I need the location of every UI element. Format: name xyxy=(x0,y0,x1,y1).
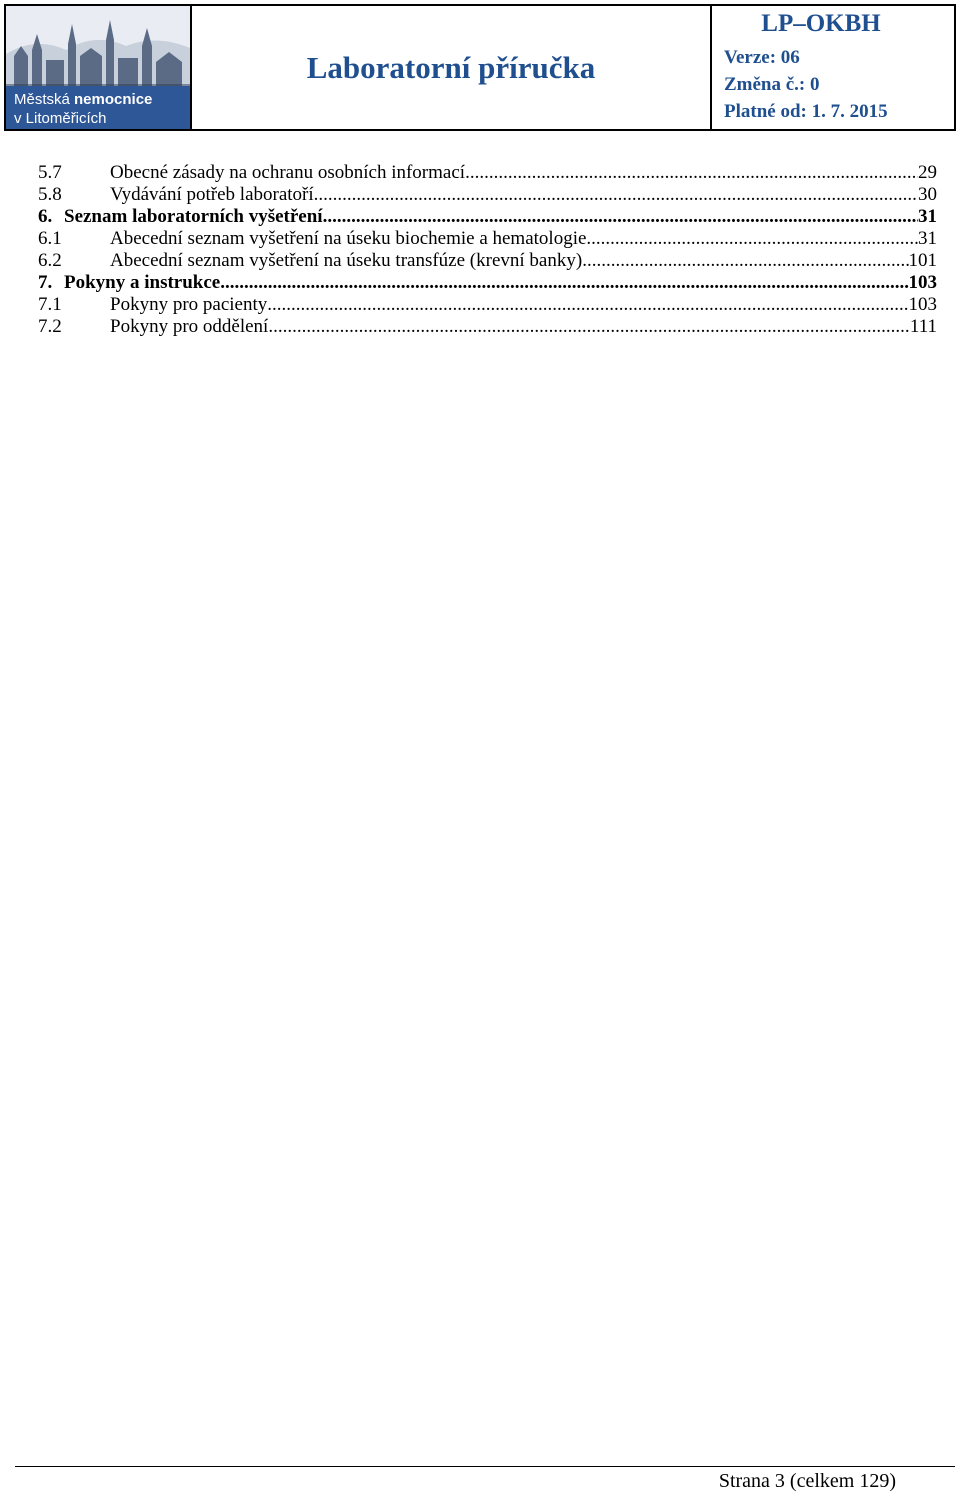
toc-entry[interactable] xyxy=(38,184,937,206)
toc-page: 31 xyxy=(918,228,937,249)
toc-page: 29 xyxy=(918,162,937,183)
toc-entry[interactable] xyxy=(38,316,937,338)
toc-number: 7. xyxy=(38,272,53,293)
toc-entry[interactable] xyxy=(38,162,937,184)
document-code: LP–OKBH xyxy=(761,10,881,37)
toc-leader xyxy=(220,272,908,294)
hospital-name-regular: Městská xyxy=(14,91,75,108)
page-number: Strana 3 (celkem 129) xyxy=(718,1470,896,1492)
toc-entry[interactable] xyxy=(38,206,937,228)
toc-number: 6.1 xyxy=(38,228,62,249)
document-version: Verze: 06 xyxy=(724,47,800,68)
toc-entry[interactable] xyxy=(38,228,937,250)
document-change: Změna č.: 0 xyxy=(724,74,820,95)
document-valid-from: Platné od: 1. 7. 2015 xyxy=(724,101,888,122)
toc-leader xyxy=(268,316,910,338)
toc-number: 5.8 xyxy=(38,184,62,205)
document-header xyxy=(4,4,956,131)
document-meta xyxy=(711,5,955,130)
toc-number: 6.2 xyxy=(38,250,62,271)
hospital-logo xyxy=(5,5,191,130)
toc-number: 6. xyxy=(38,206,53,227)
toc-entry[interactable] xyxy=(38,250,937,272)
toc-title: Pokyny pro oddělení xyxy=(110,316,269,337)
footer-divider xyxy=(15,1466,955,1467)
toc-leader xyxy=(314,184,918,206)
document-title: Laboratorní příručka xyxy=(191,5,711,130)
toc-number: 5.7 xyxy=(38,162,62,183)
toc-leader xyxy=(267,294,908,316)
hospital-name-bold: nemocnice xyxy=(74,91,153,108)
toc-title: Pokyny a instrukce xyxy=(64,272,221,293)
city-skyline-logo-icon xyxy=(6,6,190,86)
toc-title: Abecední seznam vyšetření na úseku transfúze (krevní banky) xyxy=(110,250,583,271)
toc-leader xyxy=(582,250,908,272)
hospital-location: v Litoměřicích xyxy=(14,110,107,127)
toc-page: 103 xyxy=(908,272,937,293)
toc-leader xyxy=(465,162,918,184)
toc-page: 103 xyxy=(908,294,937,315)
toc-number: 7.2 xyxy=(38,316,62,337)
toc-entry[interactable] xyxy=(38,272,937,294)
toc-page: 101 xyxy=(908,250,937,271)
toc-page: 111 xyxy=(909,316,937,337)
toc-title: Pokyny pro pacienty xyxy=(110,294,268,315)
toc-leader xyxy=(323,206,918,228)
hospital-name xyxy=(14,90,152,128)
toc-title: Abecední seznam vyšetření na úseku biochemie a hematologie xyxy=(110,228,587,249)
toc-leader xyxy=(586,228,918,250)
table-of-contents xyxy=(38,162,937,338)
toc-number: 7.1 xyxy=(38,294,62,315)
toc-title: Seznam laboratorních vyšetření xyxy=(64,206,323,227)
toc-entry[interactable] xyxy=(38,294,937,316)
toc-page: 30 xyxy=(918,184,937,205)
toc-page: 31 xyxy=(918,206,937,227)
toc-title: Obecné zásady na ochranu osobních informací xyxy=(110,162,466,183)
toc-title: Vydávání potřeb laboratoří xyxy=(110,184,314,205)
